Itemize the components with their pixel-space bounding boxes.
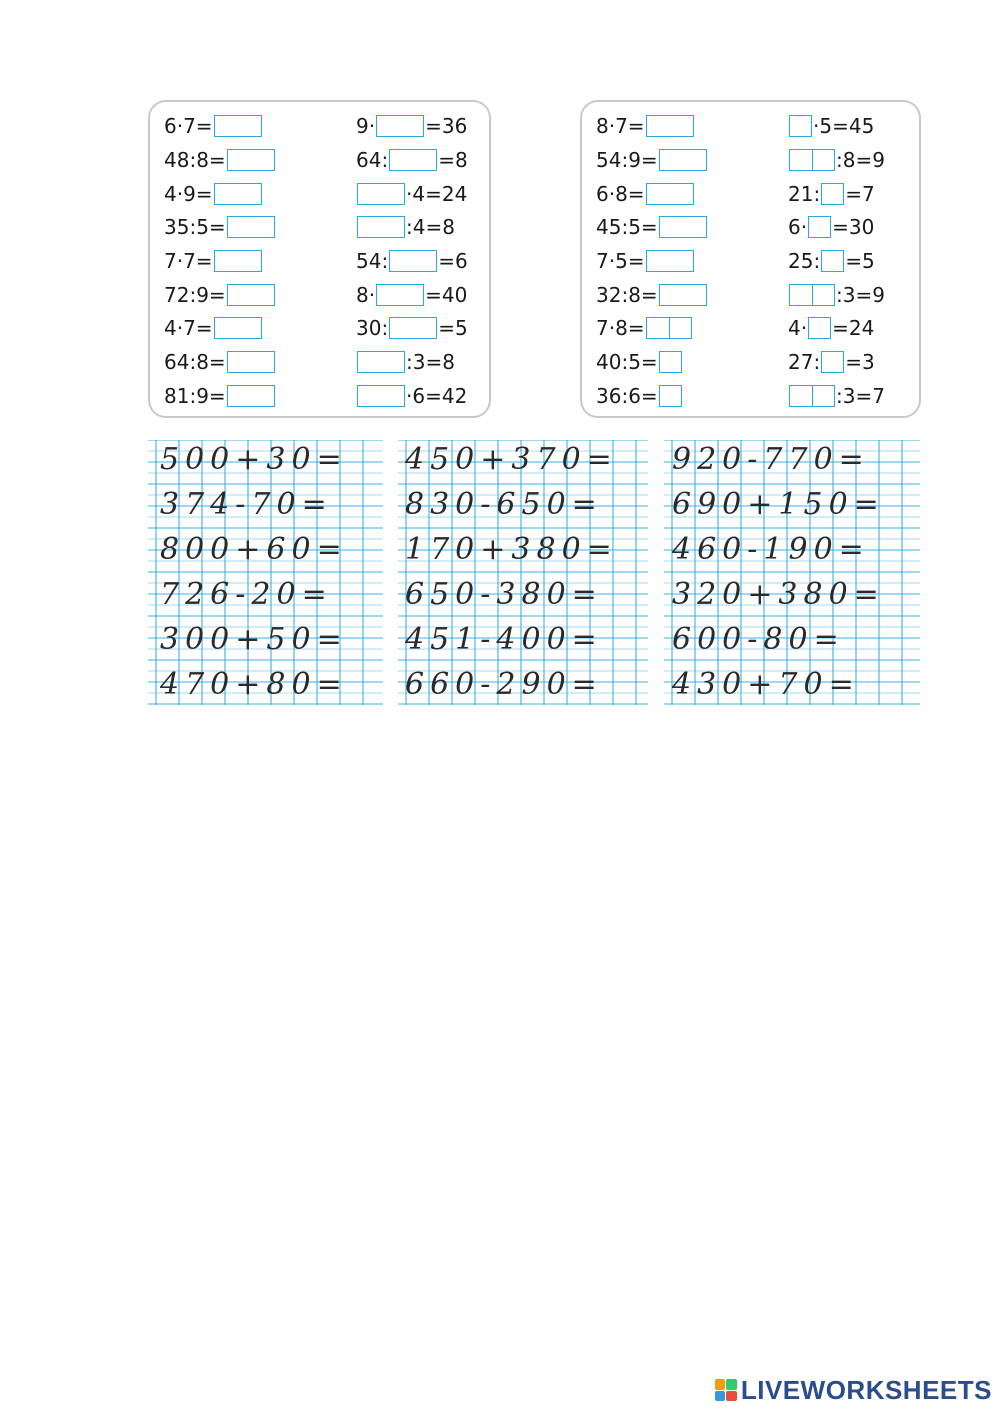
answer-box[interactable] <box>659 216 707 238</box>
answer-box[interactable] <box>389 250 437 272</box>
equation-text: ·6=42 <box>406 384 468 408</box>
answer-box[interactable] <box>214 115 262 137</box>
equation-row <box>356 382 467 410</box>
equation-text: ·4=24 <box>406 182 468 206</box>
equation-text: 4·7= <box>164 316 213 340</box>
answer-box[interactable] <box>214 183 262 205</box>
answer-box[interactable] <box>789 149 835 171</box>
answer-box[interactable] <box>357 216 405 238</box>
answer-box[interactable] <box>214 317 262 339</box>
equation-text: 4· <box>788 316 808 340</box>
equation-text: 7·7= <box>164 249 213 273</box>
handwritten-equation: 374-70= <box>160 487 333 522</box>
equation-text: 6·7= <box>164 114 213 138</box>
handwritten-equation: 460-190= <box>672 532 870 567</box>
equation-row <box>788 348 875 376</box>
equation-text: 72:9= <box>164 283 226 307</box>
equation-row <box>164 112 263 140</box>
equation-row <box>596 213 708 241</box>
equation-text: 54: <box>356 249 389 273</box>
equation-row <box>164 348 276 376</box>
answer-box[interactable] <box>789 284 835 306</box>
equation-row <box>596 314 693 342</box>
equation-row <box>788 247 875 275</box>
equation-row <box>788 213 874 241</box>
equation-row <box>164 213 276 241</box>
equation-text: 45:5= <box>596 215 658 239</box>
logo-text: LIVEWORKSHEETS <box>740 1374 992 1405</box>
answer-box[interactable] <box>808 216 831 238</box>
answer-box[interactable] <box>376 115 424 137</box>
equation-text: 9· <box>356 114 376 138</box>
equation-row <box>356 180 467 208</box>
equation-row <box>788 112 874 140</box>
equation-row <box>596 146 708 174</box>
equation-row <box>596 247 695 275</box>
equation-text: :3=9 <box>836 283 885 307</box>
equation-row <box>356 146 468 174</box>
equation-text: :3=7 <box>836 384 885 408</box>
answer-box[interactable] <box>227 351 275 373</box>
handwritten-equation: 470+80= <box>160 667 348 702</box>
equation-text: 8· <box>356 283 376 307</box>
equation-text: =7 <box>845 182 875 206</box>
equation-text: :3=8 <box>406 350 455 374</box>
equation-row <box>356 247 468 275</box>
equation-text: 25: <box>788 249 821 273</box>
answer-box[interactable] <box>357 183 405 205</box>
equation-text: =6 <box>438 249 468 273</box>
equation-row <box>788 314 874 342</box>
equation-row <box>596 281 708 309</box>
answer-box[interactable] <box>659 284 707 306</box>
equation-text: 30: <box>356 316 389 340</box>
equation-text: 21: <box>788 182 821 206</box>
equation-text: 64:8= <box>164 350 226 374</box>
answer-box[interactable] <box>808 317 831 339</box>
answer-box[interactable] <box>821 250 844 272</box>
equation-row <box>788 180 875 208</box>
exercise-panel-right <box>580 100 921 418</box>
answer-box[interactable] <box>389 149 437 171</box>
answer-box[interactable] <box>646 250 694 272</box>
equation-text: ·5=45 <box>813 114 875 138</box>
equation-text: =24 <box>832 316 875 340</box>
equation-text: 81:9= <box>164 384 226 408</box>
equation-row <box>788 281 885 309</box>
answer-box[interactable] <box>227 385 275 407</box>
equation-row <box>164 281 276 309</box>
equation-row <box>356 348 455 376</box>
handwritten-equation: 650-380= <box>405 577 603 612</box>
answer-box[interactable] <box>214 250 262 272</box>
equation-text: 54:9= <box>596 148 658 172</box>
equation-text: =30 <box>832 215 875 239</box>
exercise-panel-left <box>148 100 491 418</box>
equation-row <box>596 348 683 376</box>
equation-row <box>356 213 455 241</box>
answer-box[interactable] <box>646 115 694 137</box>
answer-box[interactable] <box>227 216 275 238</box>
answer-box[interactable] <box>227 149 275 171</box>
equation-text: =5 <box>845 249 875 273</box>
equation-text: =3 <box>845 350 875 374</box>
equation-text: 40:5= <box>596 350 658 374</box>
handwritten-equation: 726-20= <box>160 577 333 612</box>
equation-row <box>356 314 468 342</box>
answer-box[interactable] <box>789 115 812 137</box>
equation-row <box>596 180 695 208</box>
handwritten-equation: 170+380= <box>405 532 618 567</box>
equation-text: 32:8= <box>596 283 658 307</box>
answer-box[interactable] <box>389 317 437 339</box>
equation-text: 64: <box>356 148 389 172</box>
equation-text: 6· <box>788 215 808 239</box>
equation-row <box>788 146 885 174</box>
handwritten-equation: 451-400= <box>405 622 603 657</box>
equation-text: =36 <box>425 114 468 138</box>
answer-box[interactable] <box>646 183 694 205</box>
answer-box[interactable] <box>821 351 844 373</box>
equation-text: 48:8= <box>164 148 226 172</box>
answer-box[interactable] <box>659 385 682 407</box>
equation-text: :8=9 <box>836 148 885 172</box>
handwritten-equation: 430+70= <box>672 667 860 702</box>
handwritten-equation: 660-290= <box>405 667 603 702</box>
equation-row <box>596 382 683 410</box>
logo-mark-icon <box>715 1379 737 1401</box>
handwritten-equation: 600-80= <box>672 622 845 657</box>
equation-text: 4·9= <box>164 182 213 206</box>
answer-box[interactable] <box>357 385 405 407</box>
handwritten-equation: 450+370= <box>405 442 618 477</box>
equation-text: :4=8 <box>406 215 455 239</box>
answer-box[interactable] <box>659 149 707 171</box>
answer-box[interactable] <box>789 385 835 407</box>
equation-text: =8 <box>438 148 468 172</box>
equation-row <box>164 314 263 342</box>
equation-text: =5 <box>438 316 468 340</box>
equation-row <box>356 281 467 309</box>
equation-text: 8·7= <box>596 114 645 138</box>
equation-text: =40 <box>425 283 468 307</box>
liveworksheets-logo <box>715 1375 992 1405</box>
equation-row <box>164 382 276 410</box>
answer-box[interactable] <box>821 183 844 205</box>
equation-row <box>164 146 276 174</box>
equation-row <box>356 112 467 140</box>
equation-row <box>596 112 695 140</box>
handwritten-equation: 830-650= <box>405 487 603 522</box>
equation-text: 36:6= <box>596 384 658 408</box>
handwritten-equation: 300+50= <box>160 622 348 657</box>
answer-box[interactable] <box>646 317 692 339</box>
handwritten-equation: 320+380= <box>672 577 885 612</box>
handwritten-equation: 690+150= <box>672 487 885 522</box>
handwritten-equation: 920-770= <box>672 442 870 477</box>
answer-box[interactable] <box>376 284 424 306</box>
equation-row <box>164 247 263 275</box>
answer-box[interactable] <box>659 351 682 373</box>
equation-row <box>788 382 885 410</box>
equation-text: 6·8= <box>596 182 645 206</box>
answer-box[interactable] <box>227 284 275 306</box>
equation-text: 7·5= <box>596 249 645 273</box>
handwritten-equation: 500+30= <box>160 442 348 477</box>
equation-text: 35:5= <box>164 215 226 239</box>
equation-text: 7·8= <box>596 316 645 340</box>
equation-text: 27: <box>788 350 821 374</box>
handwritten-equation: 800+60= <box>160 532 348 567</box>
answer-box[interactable] <box>357 351 405 373</box>
equation-row <box>164 180 263 208</box>
